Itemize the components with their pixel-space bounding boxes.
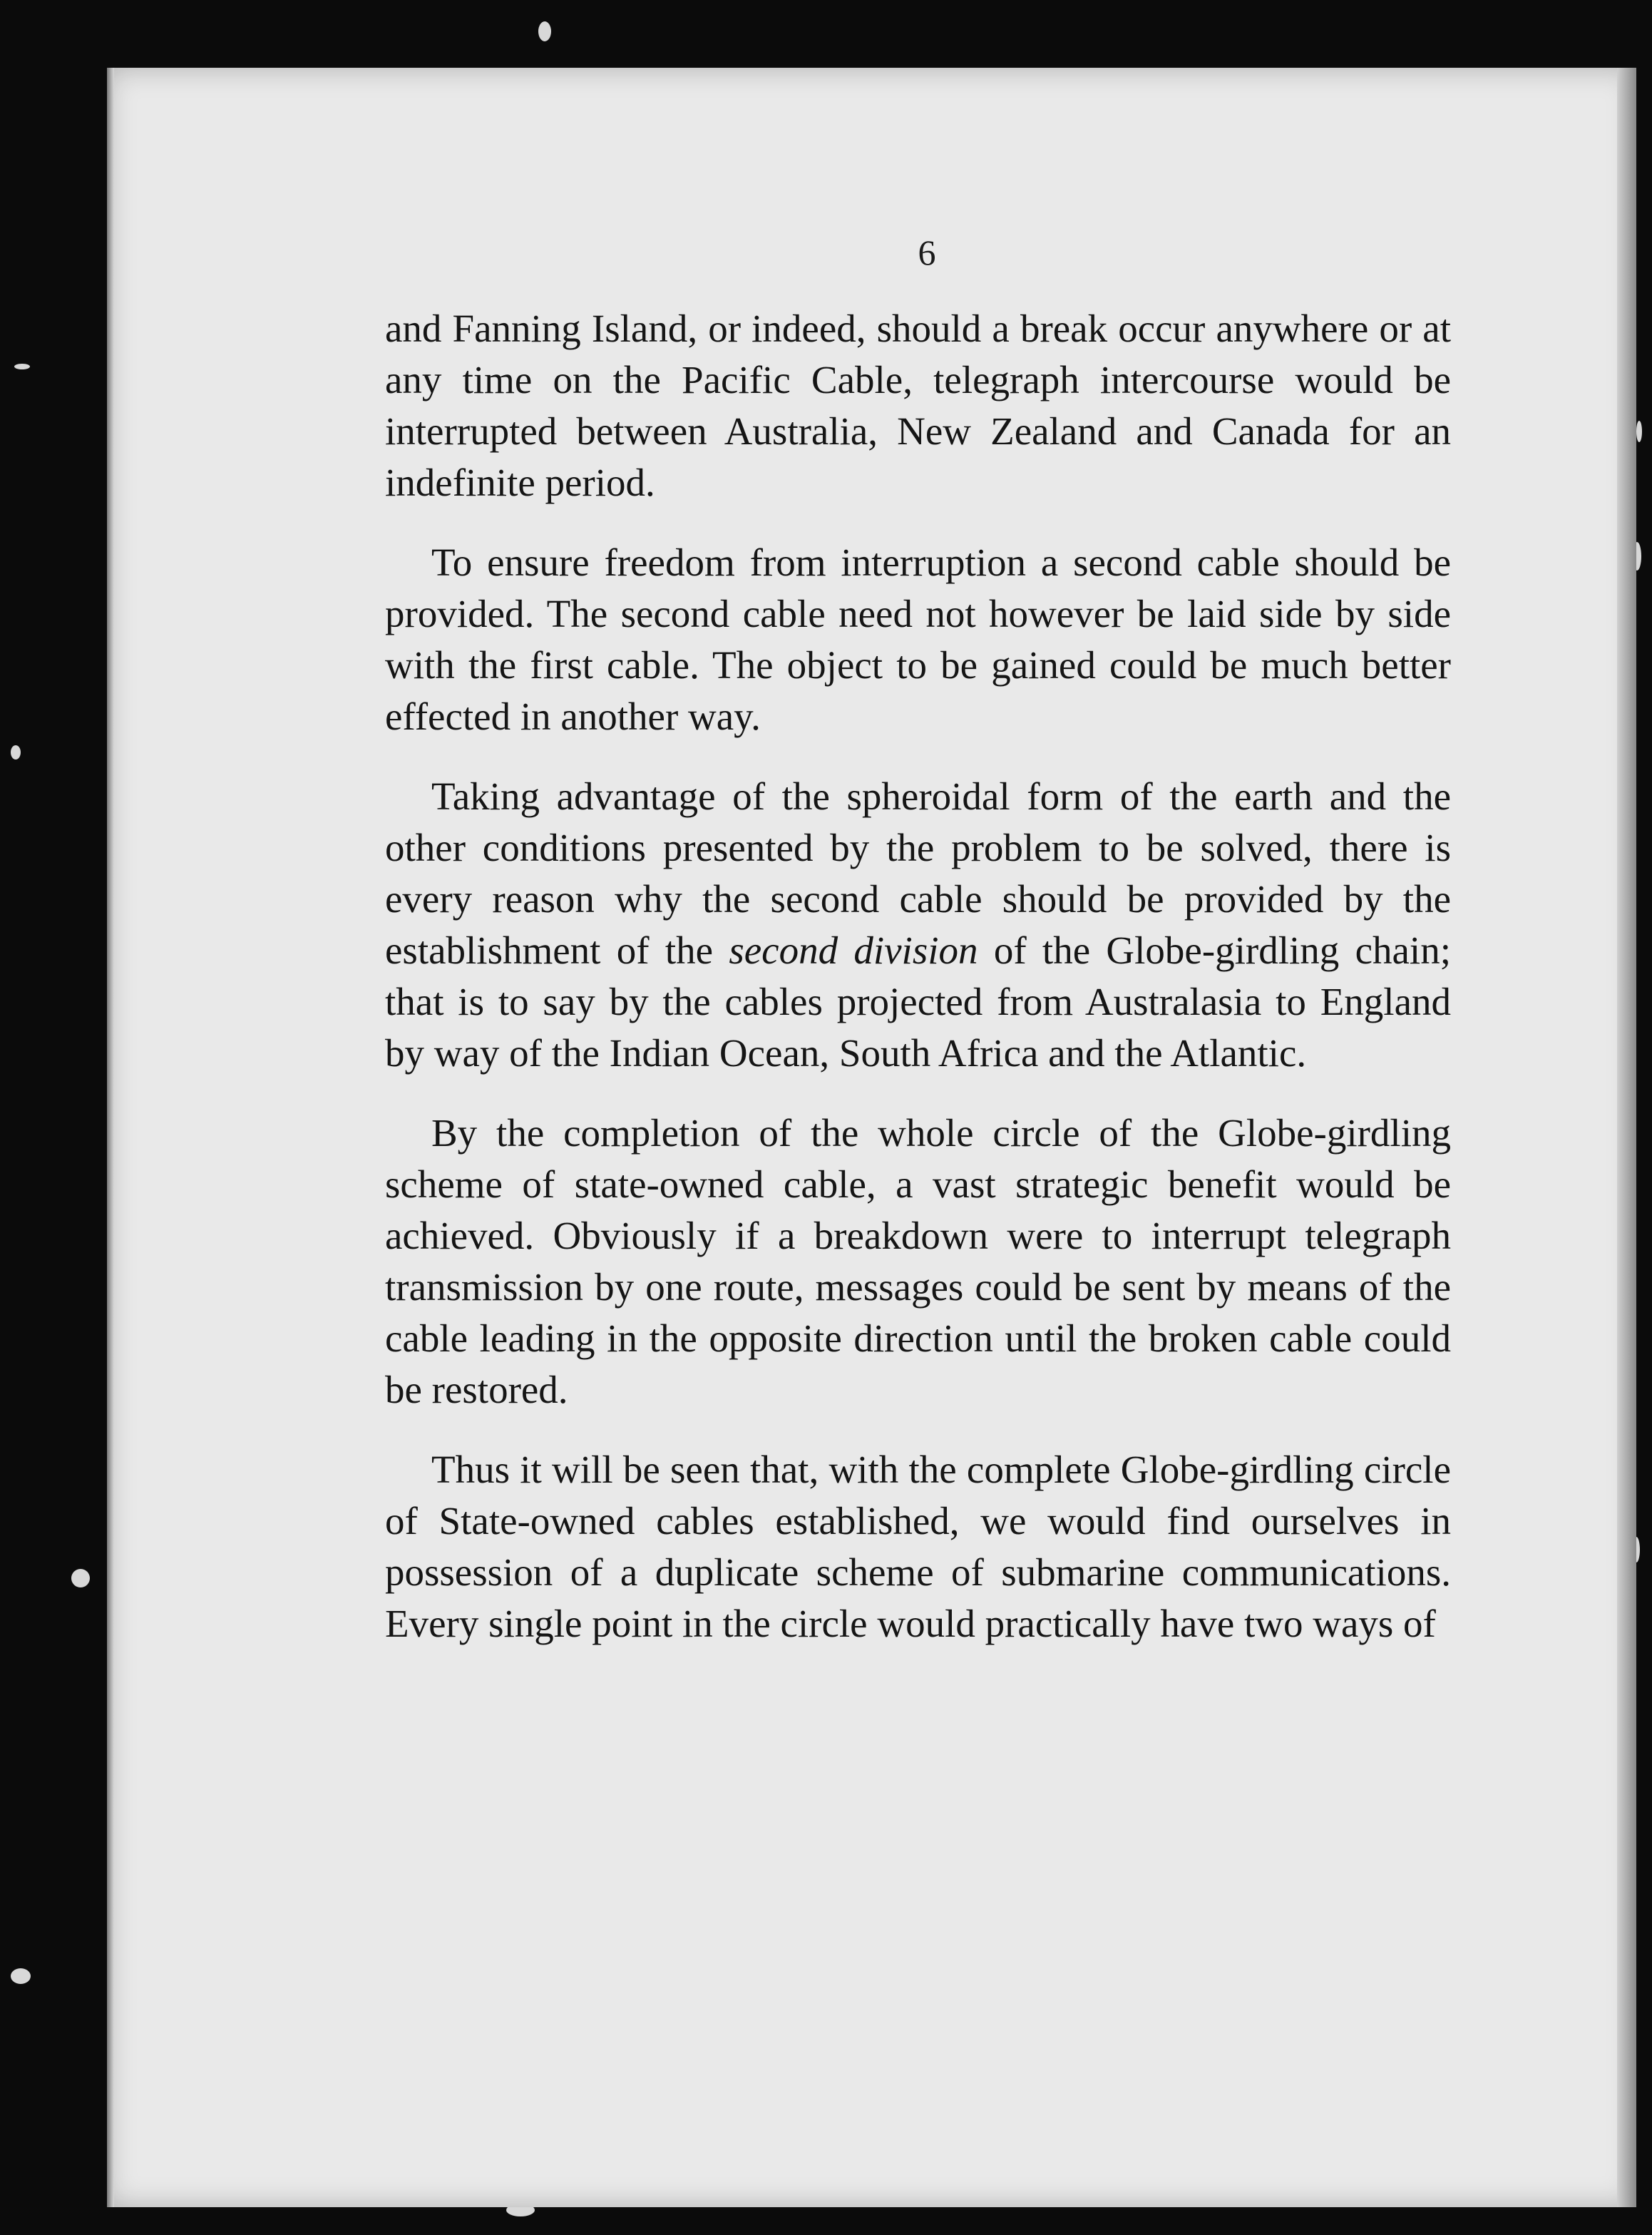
- scan-speck: [538, 21, 551, 41]
- page-right-edge: [1617, 68, 1636, 2207]
- paragraph-1: and Fanning Island, or indeed, should a break occur anywhere or at any time on the Pacific Cable, telegraph intercourse would be interrupted between Australia, New Zealand and Canada for an indefinite period.: [385, 307, 1451, 504]
- page-left-edge: [107, 68, 114, 2207]
- body-text: [385, 303, 1451, 1650]
- paragraph-2: To ensure freedom from interruption a second cable should be provided. The second cable need not however be laid side by side with the first cable. The object to be gained could be much better effected in another way.: [385, 541, 1451, 738]
- scan-speck: [14, 364, 30, 369]
- paragraph-3: [385, 771, 1451, 1079]
- page-number: 6: [918, 232, 936, 272]
- paragraph-3-end: of the Globe-girdling chain; that is to say by the cables projected from Australasia to England by way of the Indian Ocean, South Africa and the Atlantic.: [385, 929, 1451, 1075]
- paragraph-4: By the completion of the whole circle of the Globe-girdling scheme of state-owned cable, a vast strategic benefit would be achieved. Obviously if a breakdown were to interrupt telegraph transmission by one route, messages could be sent by means of the cable leading in the opposite direction until the broken cable could be restored.: [385, 1111, 1451, 1411]
- scan-speck: [11, 745, 21, 760]
- scan-speck: [1636, 421, 1642, 442]
- scan-speck: [11, 1968, 31, 1984]
- scan-speck: [71, 1569, 90, 1587]
- paragraph-3-start: Taking advantage of the spheroidal form of the earth and the other conditions presented by the problem to be solved, there is every reason why the second cable should be provided by the establishment of the: [385, 774, 1451, 972]
- paragraph-5: Thus it will be seen that, with the complete Globe-girdling circle of State-owned cables established, we would find ourselves in possession of a duplicate scheme of submarine communications. Every single point in the circle would practically have two ways of: [385, 1448, 1451, 1645]
- paragraph-3-italic-phrase: second division: [729, 929, 978, 972]
